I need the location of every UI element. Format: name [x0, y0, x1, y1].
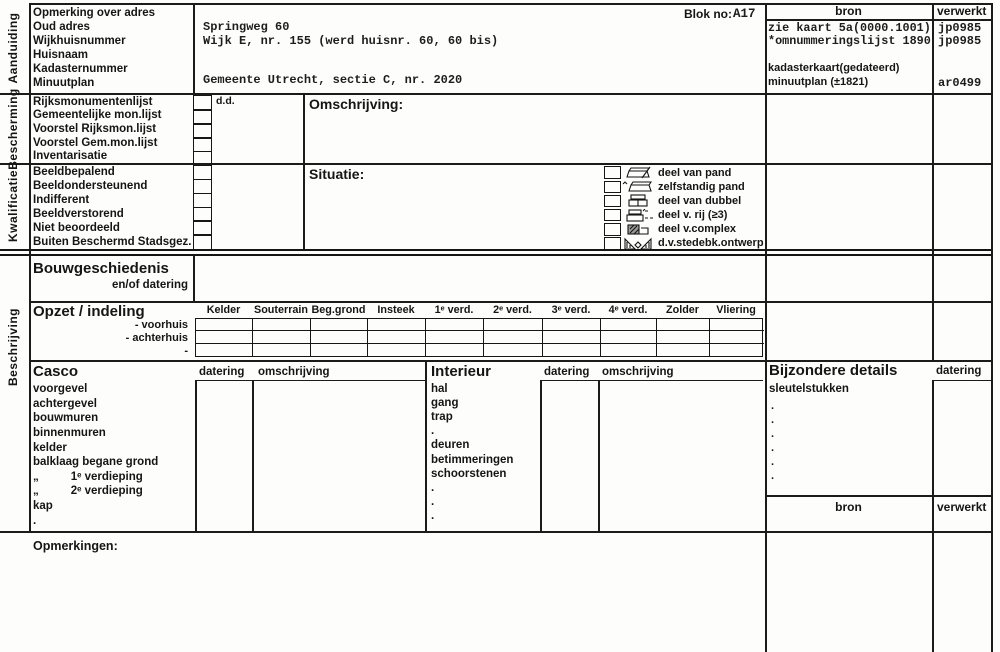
- interieur-row-label: schoorstenen: [431, 467, 507, 480]
- interieur-row-label: deuren: [431, 439, 470, 452]
- section-divider: [0, 249, 993, 256]
- section-label-beschrijving: Beschrijving: [6, 307, 20, 387]
- interieur-row-label: trap: [431, 411, 453, 424]
- checklist-label: Beeldverstorend: [33, 208, 124, 220]
- checklist-label: Gemeentelijke mon.lijst: [33, 109, 162, 122]
- grid-line: [303, 94, 305, 250]
- blok-no-value: A17: [733, 7, 756, 21]
- dot-row: .: [771, 428, 775, 440]
- grid-line: [932, 381, 934, 652]
- opzet-column-header: Kelder: [206, 304, 241, 316]
- casco-row-label: „ 2ᵉ verdieping: [33, 485, 143, 498]
- checklist-label: Voorstel Rijksmon.lijst: [33, 122, 157, 135]
- checkbox: [604, 237, 621, 250]
- interieur-row-label: hal: [431, 383, 448, 396]
- dot-row: .: [771, 400, 775, 412]
- bijzondere-datering-header: datering: [936, 365, 982, 377]
- omschrijving-heading: Omschrijving:: [309, 96, 404, 112]
- opzet-row-label: - achterhuis: [125, 332, 188, 344]
- bron-row: minuutplan (±1821): [768, 76, 869, 88]
- grid-line: [252, 381, 254, 532]
- section-label-bescherming: Bescherming: [6, 88, 20, 170]
- situatie-option-label: zelfstandig pand: [658, 180, 745, 193]
- opzet-cell: [657, 331, 710, 343]
- opzet-cell: [543, 344, 601, 356]
- grid-line: [425, 361, 427, 532]
- grid-line: [29, 301, 993, 303]
- bron-row: kadasterkaart(gedateerd): [768, 62, 900, 74]
- opzet-cell: [196, 319, 253, 331]
- opzet-cell: [253, 331, 311, 343]
- grid-line: [29, 3, 31, 532]
- situatie-option: [604, 180, 764, 194]
- wijkhuisnummer-value: Wijk E, nr. 155 (werd huisnr. 60, 60 bis): [203, 34, 499, 48]
- checklist-label: Niet beoordeeld: [33, 222, 120, 234]
- verwerkt-value: ar0499: [938, 76, 982, 90]
- dot-row: .: [771, 414, 775, 426]
- checklist-label: Beeldbepalend: [33, 166, 115, 178]
- checklist-label: Inventarisatie: [33, 150, 108, 163]
- opzet-cell: [196, 331, 253, 343]
- opzet-heading: Opzet / indeling: [33, 303, 145, 320]
- opzet-column-headers: [195, 304, 763, 316]
- bescherming-items: [33, 95, 191, 163]
- opzet-column-header: 1ᵉ verd.: [434, 304, 474, 316]
- situatie-option-label: deel v.complex: [658, 223, 737, 236]
- situatie-option: [604, 208, 764, 222]
- zelfstandig-pand-icon: [621, 180, 655, 193]
- opzet-column-header: Vliering: [716, 304, 756, 316]
- kadaster-value: Gemeente Utrecht, sectie C, nr. 2020: [203, 73, 463, 87]
- bijzondere-dots: [771, 399, 791, 483]
- opzet-grid: [195, 318, 763, 357]
- opzet-cell: [311, 344, 368, 356]
- opzet-cell: [426, 331, 484, 343]
- casco-datering-header: datering: [199, 366, 245, 378]
- checklist-label: Voorstel Gem.mon.lijst: [33, 136, 158, 149]
- interieur-omschrijving-header: omschrijving: [602, 366, 674, 378]
- situatie-option-label: deel van dubbel: [658, 194, 742, 207]
- section-label-aanduiding: Aanduiding: [6, 12, 20, 84]
- opzet-cell: [368, 344, 426, 356]
- interieur-row-label: .: [431, 509, 435, 522]
- dot-row: .: [771, 470, 775, 482]
- bouwgeschiedenis-subheading: en/of datering: [111, 279, 188, 291]
- casco-row-label: bouwmuren: [33, 412, 99, 425]
- opmerkingen-heading: Opmerkingen:: [33, 539, 118, 553]
- oud-adres-value: Springweg 60: [203, 20, 290, 34]
- opzet-cell: [196, 344, 253, 356]
- bijzondere-details-heading: Bijzondere details: [769, 362, 898, 379]
- checkbox-ladder: [193, 95, 212, 250]
- interieur-row-label: betimmeringen: [431, 453, 514, 466]
- bron-row: *omnummeringslijst 1890: [768, 34, 931, 48]
- deel-van-dubbel-icon: [621, 194, 655, 207]
- field-label: Wijkhuisnummer: [33, 35, 126, 47]
- opzet-cell: [484, 319, 543, 331]
- grid-line: [195, 381, 197, 532]
- casco-row-label: voorgevel: [33, 383, 88, 396]
- bijzondere-verwerkt-header: verwerkt: [937, 500, 987, 514]
- field-label: Kadasternummer: [33, 63, 128, 75]
- blok-no-label: Blok no:: [684, 7, 732, 21]
- checkbox: [193, 234, 212, 250]
- opzet-cell: [657, 319, 710, 331]
- opzet-cell: [311, 331, 368, 343]
- grid-line: [932, 380, 993, 381]
- interieur-row-labels: [431, 382, 536, 523]
- situatie-heading: Situatie:: [309, 166, 365, 182]
- checkbox: [604, 195, 621, 208]
- opzet-cell: [311, 319, 368, 331]
- casco-row-label: binnenmuren: [33, 427, 106, 440]
- situatie-option-label: deel van pand: [658, 166, 732, 179]
- opzet-cell: [657, 344, 710, 356]
- opzet-column-header: 3ᵉ verd.: [551, 304, 591, 316]
- interieur-datering-header: datering: [544, 366, 590, 378]
- opzet-cell: [484, 331, 543, 343]
- situatie-options: [604, 166, 764, 251]
- grid-line: [540, 380, 763, 381]
- opzet-cell: [601, 319, 657, 331]
- interieur-row-label: gang: [431, 397, 459, 410]
- grid-line: [932, 3, 934, 362]
- situatie-option: [604, 194, 764, 208]
- interieur-heading: Interieur: [431, 363, 492, 380]
- opzet-cell: [710, 331, 764, 343]
- verwerkt-value: jp0985: [938, 21, 982, 35]
- checkbox: [604, 209, 621, 222]
- section-label-kwalificatie: Kwalificatie: [6, 169, 20, 243]
- deel-van-rij-icon: [621, 209, 655, 222]
- grid-line: [193, 3, 195, 94]
- opzet-column-header: Beg.grond: [311, 304, 366, 316]
- opzet-column-header: 4ᵉ verd.: [608, 304, 648, 316]
- opzet-cell: [368, 331, 426, 343]
- bron-header: bron: [835, 4, 862, 18]
- opzet-row-label: -: [184, 344, 188, 357]
- field-label: Opmerking over adres: [33, 7, 156, 19]
- opzet-cell: [710, 344, 764, 356]
- verwerkt-header: verwerkt: [937, 4, 987, 18]
- bijzondere-bron-header: bron: [835, 500, 862, 514]
- opzet-cell: [543, 319, 601, 331]
- casco-row-labels: [33, 382, 191, 528]
- field-label: Huisnaam: [33, 49, 88, 61]
- opzet-row-labels: [95, 319, 188, 357]
- checklist-label: Beeldondersteunend: [33, 180, 148, 192]
- opzet-column-header: Souterrain: [254, 304, 308, 316]
- checklist-label: Rijksmonumentenlijst: [33, 95, 153, 108]
- casco-row-label: achtergevel: [33, 397, 97, 410]
- field-label: Oud adres: [33, 21, 90, 33]
- situatie-option: [604, 166, 764, 180]
- deel-van-complex-icon: [621, 223, 655, 236]
- situatie-option: [604, 236, 764, 250]
- opzet-row-label: - voorhuis: [134, 319, 188, 332]
- situatie-option-label: deel v. rij (≥3): [658, 209, 728, 222]
- bron-row: zie kaart 5a(0000.1001): [768, 21, 931, 35]
- casco-row-label: kelder: [33, 441, 67, 454]
- checkbox: [604, 223, 621, 236]
- casco-heading: Casco: [33, 363, 79, 380]
- opzet-cell: [368, 319, 426, 331]
- stedebouwkundig-ontwerp-icon: [621, 237, 655, 250]
- field-label: Minuutplan: [33, 77, 95, 89]
- casco-row-label: balklaag begane grond: [33, 456, 159, 469]
- grid-line: [765, 495, 993, 497]
- interieur-row-label: .: [431, 481, 435, 494]
- opzet-cell: [426, 344, 484, 356]
- opzet-cell: [253, 319, 311, 331]
- casco-row-label: kap: [33, 500, 53, 513]
- kwalificatie-items: [33, 165, 195, 249]
- dot-row: .: [771, 456, 775, 468]
- opzet-cell: [710, 319, 764, 331]
- dd-label: d.d.: [216, 95, 235, 107]
- casco-row-label: „ 1ᵉ verdieping: [33, 470, 143, 483]
- checklist-label: Buiten Beschermd Stadsgez.: [33, 236, 192, 248]
- opzet-column-header: 2ᵉ verd.: [493, 304, 532, 316]
- casco-row-label: .: [33, 514, 37, 527]
- opzet-cell: [253, 344, 311, 356]
- deel-van-pand-icon: [621, 166, 655, 179]
- casco-omschrijving-header: omschrijving: [258, 366, 330, 378]
- interieur-row-label: .: [431, 425, 435, 438]
- opzet-cell: [426, 319, 484, 331]
- grid-line: [540, 381, 542, 532]
- grid-line: [991, 3, 993, 652]
- bijzondere-row-label: sleutelstukken: [769, 383, 849, 395]
- opzet-column-header: Zolder: [666, 304, 699, 316]
- dot-row: .: [771, 442, 775, 454]
- situatie-option: [604, 222, 764, 236]
- grid-line: [193, 255, 195, 302]
- grid-line: [0, 531, 993, 533]
- opzet-column-header: Insteek: [377, 304, 415, 316]
- grid-line: [765, 3, 767, 652]
- bouwgeschiedenis-heading: Bouwgeschiedenis: [33, 260, 169, 277]
- opzet-cell: [601, 331, 657, 343]
- checklist-label: Indifferent: [33, 194, 90, 206]
- opzet-cell: [601, 344, 657, 356]
- opzet-cell: [484, 344, 543, 356]
- grid-line: [195, 380, 425, 381]
- aanduiding-field-labels: [33, 6, 191, 90]
- opzet-cell: [543, 331, 601, 343]
- verwerkt-value: jp0985: [938, 34, 982, 48]
- checkbox: [604, 166, 621, 179]
- checkbox: [604, 181, 621, 194]
- interieur-row-label: .: [431, 495, 435, 508]
- situatie-option-label: d.v.stedebk.ontwerp: [658, 237, 764, 250]
- grid-line: [598, 381, 600, 532]
